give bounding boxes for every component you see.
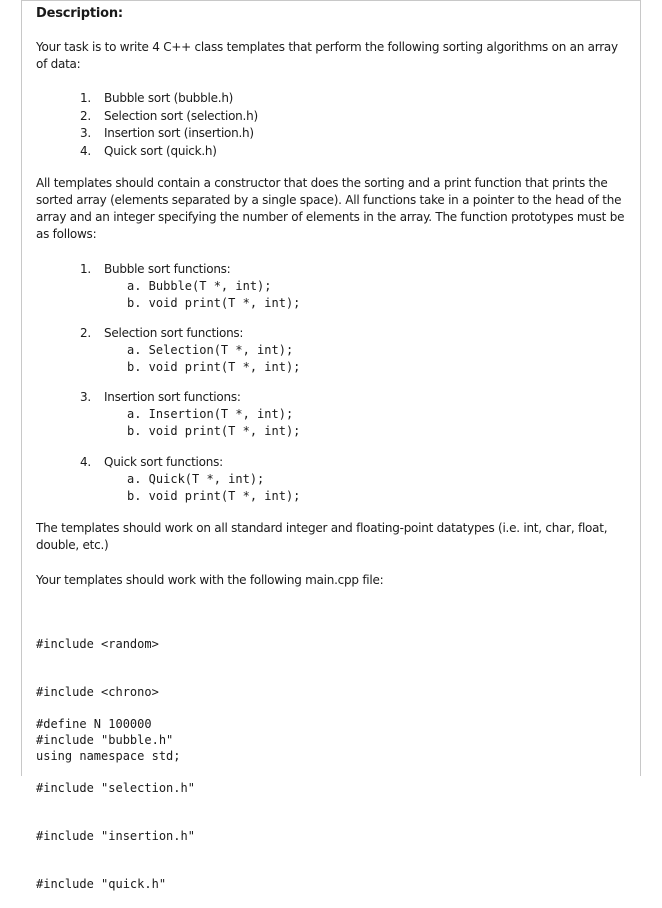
main-intro-paragraph: Your templates should work with the following main.cpp file:: [36, 573, 384, 587]
code-line: #include "bubble.h": [36, 733, 174, 747]
prototype-block-selection: 2. Selection sort functions: a. Selection(T *, int); b. void print(T *, int);: [80, 326, 301, 374]
requirements-paragraph: All templates should contain a constructor that does the sorting and a print function that prints the sorted array (elements separated by a single space). All functions take in a pointer to the head of the array and an integer specifying the number of elements in the array. The function prototypes must be as follows:: [36, 176, 625, 241]
prototype-line: a. Bubble(T *, int);: [127, 279, 272, 293]
list-item: 4. Quick sort (quick.h): [80, 143, 217, 158]
prototype-block-bubble: 1. Bubble sort functions: a. Bubble(T *, int); b. void print(T *, int);: [80, 262, 301, 310]
code-line: #include <random>: [36, 637, 159, 651]
intro-paragraph: Your task is to write 4 C++ class templates that perform the following sorting algorithms on an array of data:: [36, 40, 618, 71]
list-item: 2. Selection sort (selection.h): [80, 108, 258, 123]
algorithm-list: [80, 90, 258, 160]
code-line: #include "selection.h": [36, 781, 195, 795]
prototype-line: b. void print(T *, int);: [127, 295, 301, 310]
prototype-line: b. void print(T *, int);: [127, 359, 301, 374]
prototype-line: a. Selection(T *, int);: [127, 343, 294, 357]
page-title: Description:: [36, 6, 123, 21]
define-line: #define N 100000: [36, 717, 152, 731]
prototype-line: b. void print(T *, int);: [127, 488, 301, 503]
code-line: #include "insertion.h": [36, 829, 195, 843]
list-item: 1. Bubble sort (bubble.h): [80, 91, 234, 105]
using-line: using namespace std;: [36, 749, 181, 763]
code-line: #include <chrono>: [36, 685, 159, 699]
prototype-line: a. Insertion(T *, int);: [127, 407, 294, 421]
prototype-line: a. Quick(T *, int);: [127, 472, 265, 486]
prototype-block-insertion: 3. Insertion sort functions: a. Insertion(T *, int); b. void print(T *, int);: [80, 390, 301, 438]
datatypes-paragraph: The templates should work on all standard integer and floating-point datatypes (i.e. int, char, float, double, etc.): [36, 521, 608, 552]
code-line: #include "quick.h": [36, 877, 167, 891]
prototype-line: b. void print(T *, int);: [127, 423, 301, 438]
list-item: 3. Insertion sort (insertion.h): [80, 126, 254, 140]
prototype-block-quick: 4. Quick sort functions: a. Quick(T *, int); b. void print(T *, int);: [80, 455, 301, 503]
